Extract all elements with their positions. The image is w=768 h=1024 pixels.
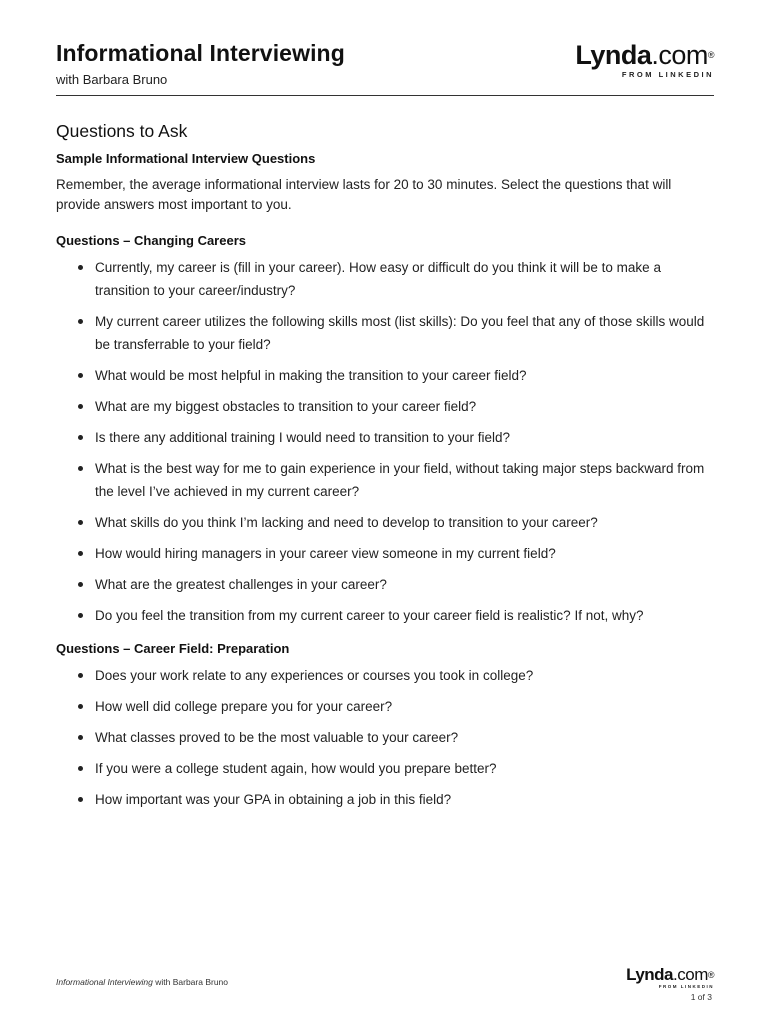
logo-light-text: .com (651, 40, 708, 70)
bullet-icon (78, 265, 83, 270)
footer-course-info (56, 977, 228, 987)
page-number: 1 of 3 (690, 992, 712, 1002)
logo-bold-text: Lynda (575, 40, 652, 70)
footer-logo-light-text: .com (673, 965, 708, 984)
list-item-text: How important was your GPA in obtaining a job in this field? (95, 792, 452, 807)
intro-paragraph: Remember, the average informational interview lasts for 20 to 30 minutes. Select the questions that will provide answers most important to you. (56, 177, 672, 212)
list-item-text: What are the greatest challenges in your career? (95, 577, 387, 592)
bullet-icon (78, 551, 83, 556)
list-item (56, 788, 716, 811)
bullet-icon (78, 797, 83, 802)
footer-logo-bold-text: Lynda (626, 965, 674, 984)
list-item-text: What are my biggest obstacles to transition to your career field? (95, 399, 477, 414)
list-item (56, 757, 716, 780)
list-item-text: Is there any additional training I would need to transition to your field? (95, 430, 511, 445)
document-author: with Barbara Bruno (56, 72, 168, 87)
footer-course-author: with Barbara Bruno (155, 977, 228, 987)
bullet-icon (78, 520, 83, 525)
footer-logo-tagline: FROM LINKEDIN (658, 984, 714, 989)
logo-tagline: FROM LINKEDIN (621, 70, 714, 79)
document-header (56, 40, 714, 87)
section-title: Questions to Ask (56, 121, 188, 141)
footer-course-title: Informational Interviewing (56, 977, 153, 987)
list-item-text: My current career utilizes the following skills most (list skills): Do you feel that any of those skills would be transferrable to your field? (95, 314, 705, 352)
footer-lynda-logo (626, 966, 714, 989)
sub-heading: Sample Informational Interview Questions (56, 151, 316, 166)
document-body (56, 121, 716, 819)
question-group-changing-careers (56, 233, 716, 627)
question-list (56, 664, 716, 811)
list-item (56, 573, 716, 596)
list-item-text: What skills do you think I’m lacking and need to develop to transition to your career? (95, 515, 598, 530)
list-item (56, 511, 716, 534)
question-group-career-field-preparation (56, 641, 716, 811)
bullet-icon (78, 735, 83, 740)
bullet-icon (78, 435, 83, 440)
bullet-icon (78, 319, 83, 324)
bullet-icon (78, 673, 83, 678)
list-item (56, 395, 716, 418)
list-item (56, 310, 716, 356)
list-item-text: What classes proved to be the most valuable to your career? (95, 730, 459, 745)
list-item (56, 695, 716, 718)
list-item-text: What is the best way for me to gain experience in your field, without taking major steps backward from the level I’ve achieved in my current career? (95, 461, 705, 499)
list-item (56, 604, 716, 627)
list-item (56, 364, 716, 387)
list-item (56, 256, 716, 302)
group-heading: Questions – Changing Careers (56, 233, 246, 248)
list-item (56, 726, 716, 749)
header-divider (56, 95, 714, 96)
list-item (56, 426, 716, 449)
lynda-logo (575, 40, 714, 79)
bullet-icon (78, 582, 83, 587)
list-item-text: Currently, my career is (fill in your career). How easy or difficult do you think it will be to make a transition to your career/industry? (95, 260, 661, 298)
bullet-icon (78, 613, 83, 618)
footer-logo-registered-mark: ® (707, 970, 714, 980)
bullet-icon (78, 704, 83, 709)
list-item-text: If you were a college student again, how would you prepare better? (95, 761, 497, 776)
question-list (56, 256, 716, 627)
list-item-text: How would hiring managers in your career view someone in my current field? (95, 546, 556, 561)
logo-registered-mark: ® (707, 50, 714, 60)
document-title: Informational Interviewing (56, 40, 345, 66)
list-item-text: How well did college prepare you for your career? (95, 699, 393, 714)
bullet-icon (78, 373, 83, 378)
list-item-text: Does your work relate to any experiences or courses you took in college? (95, 668, 534, 683)
bullet-icon (78, 766, 83, 771)
bullet-icon (78, 404, 83, 409)
list-item (56, 664, 716, 687)
list-item-text: Do you feel the transition from my current career to your career field is realistic? If not, why? (95, 608, 644, 623)
list-item (56, 542, 716, 565)
group-heading: Questions – Career Field: Preparation (56, 641, 290, 656)
list-item-text: What would be most helpful in making the transition to your career field? (95, 368, 527, 383)
list-item (56, 457, 716, 503)
bullet-icon (78, 466, 83, 471)
